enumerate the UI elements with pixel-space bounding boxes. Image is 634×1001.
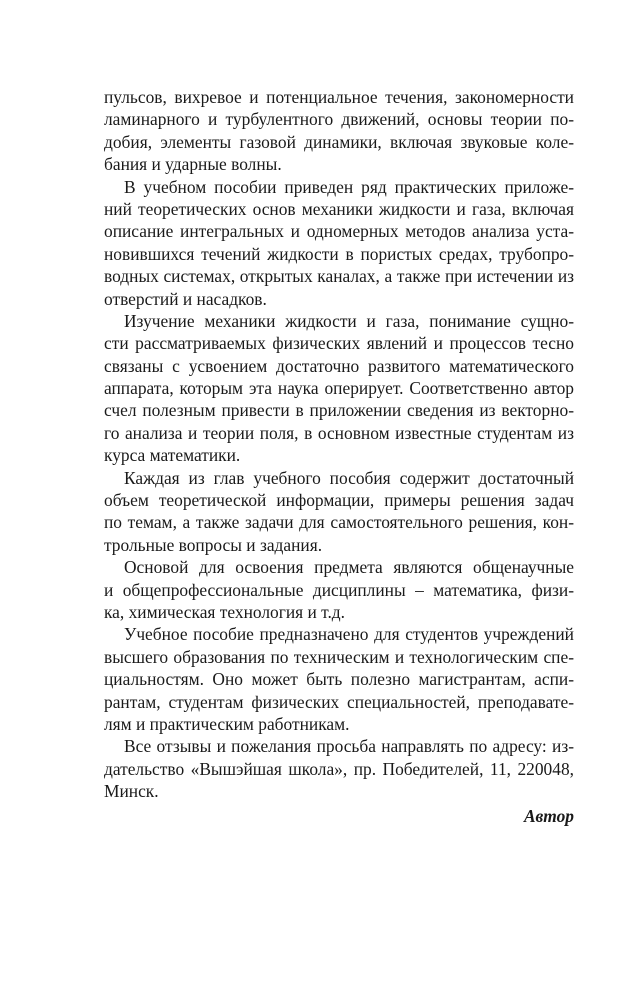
- text-line: Изучение механики жидкости и газа, понимание сущно-: [124, 310, 574, 331]
- text-line: и общепрофессиональные дисциплины – математика, физи-: [104, 579, 574, 600]
- text-line: аппарата, которым эта наука оперирует. Соответственно автор: [104, 378, 574, 399]
- text-line: циальностям. Оно может быть полезно магистрантам, аспи-: [104, 669, 574, 690]
- text-line: описание интегральных и одномерных методов анализа уста-: [104, 221, 574, 242]
- text-line: объем теоретической информации, примеры решения задач: [104, 490, 574, 511]
- text-line: трольные вопросы и задания.: [104, 534, 323, 555]
- text-line: ка, химическая технология и т.д.: [104, 601, 345, 622]
- text-line: Минск.: [104, 781, 159, 802]
- text-line: новившихся течений жидкости в пористых средах, трубопро-: [104, 243, 574, 264]
- text-line: счел полезным привести в приложении сведения из векторно-: [104, 400, 574, 421]
- text-line: водных системах, открытых каналах, а также при истечении из: [104, 266, 574, 287]
- text-line: добия, элементы газовой динамики, включая звуковые коле-: [104, 131, 574, 152]
- text-line: ний теоретических основ механики жидкости и газа, включая: [104, 198, 574, 219]
- text-line: дательство «Вышэйшая школа», пр. Победителей, 11, 220048,: [104, 758, 574, 779]
- text-line: Основой для освоения предмета являются общенаучные: [124, 557, 574, 578]
- author-signature: Автор: [523, 805, 574, 826]
- paragraph-6: [104, 623, 574, 735]
- document-page: [104, 86, 574, 827]
- paragraph-5: [104, 556, 574, 623]
- text-line: го анализа и теории поля, в основном известные студентам из: [104, 422, 574, 443]
- text-line: высшего образования по техническим и технологическим спе-: [104, 646, 574, 667]
- paragraph-2: [104, 176, 574, 310]
- paragraph-3: [104, 310, 574, 467]
- paragraph-7: [104, 735, 574, 802]
- text-line: рантам, студентам физических специальностей, преподавате-: [104, 691, 574, 712]
- text-line: Все отзывы и пожелания просьба направлять по адресу: из-: [124, 736, 574, 757]
- text-line: бания и ударные волны.: [104, 154, 282, 175]
- text-line: Каждая из глав учебного пособия содержит достаточный: [124, 467, 574, 488]
- text-line: связаны с усвоением достаточно развитого математического: [104, 355, 574, 376]
- text-line: сти рассматриваемых физических явлений и процессов тесно: [104, 333, 574, 354]
- text-line: Учебное пособие предназначено для студентов учреждений: [124, 624, 574, 645]
- paragraph-1: [104, 86, 574, 176]
- text-line: лям и практическим работникам.: [104, 713, 350, 734]
- text-line: ламинарного и турбулентного движений, основы теории по-: [104, 109, 574, 130]
- text-line: отверстий и насадков.: [104, 288, 267, 309]
- text-line: по темам, а также задачи для самостоятельного решения, кон-: [104, 512, 574, 533]
- text-line: В учебном пособии приведен ряд практических приложе-: [124, 176, 574, 197]
- text-line: курса математики.: [104, 445, 241, 466]
- text-line: пульсов, вихревое и потенциальное течения, закономерности: [104, 87, 574, 107]
- paragraph-4: [104, 467, 574, 557]
